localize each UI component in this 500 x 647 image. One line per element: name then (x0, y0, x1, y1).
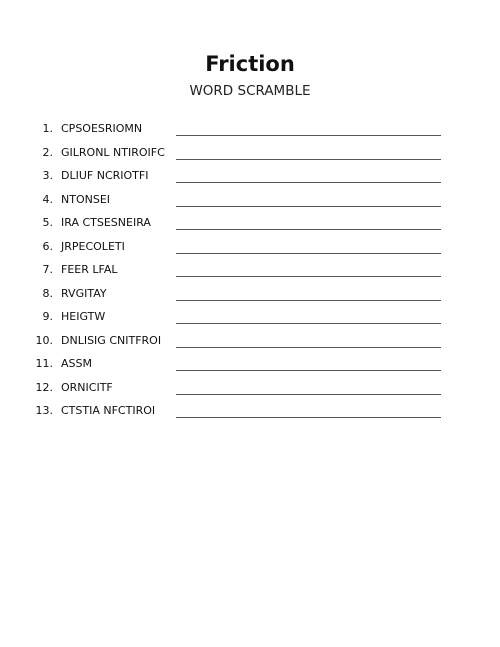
scramble-item (0, 377, 500, 401)
scramble-item (0, 142, 500, 166)
answer-line (176, 347, 441, 348)
item-number: 7. (42, 263, 53, 276)
item-number: 2. (42, 145, 53, 159)
answer-line (176, 323, 441, 324)
scramble-item (0, 353, 500, 377)
answer-line (176, 276, 441, 277)
scramble-item (0, 306, 500, 330)
scrambled-word: HEIGTW (61, 310, 106, 323)
item-number: 8. (42, 286, 53, 300)
scramble-item (0, 118, 500, 142)
scrambled-word: CTSTIA NFCTIROI (61, 404, 156, 417)
scramble-item (0, 259, 500, 283)
scramble-item (0, 400, 500, 424)
answer-line (176, 370, 441, 371)
answer-line (176, 253, 441, 254)
answer-line (176, 394, 441, 395)
page-title: Friction (205, 52, 295, 76)
scrambled-word: GILRONL NTIROIFC (61, 145, 165, 159)
scrambled-word: RVGITAY (61, 286, 107, 300)
item-number: 5. (42, 216, 53, 229)
item-number: 11. (35, 357, 53, 370)
scrambled-word: ORNICITF (61, 380, 113, 394)
answer-line (176, 417, 441, 418)
item-number: 9. (42, 310, 53, 323)
scrambled-word: DNLISIG CNITFROI (61, 333, 162, 347)
item-number: 4. (42, 192, 53, 206)
scrambled-word: CPSOESRIOMN (61, 122, 143, 135)
answer-line (176, 206, 441, 207)
scramble-item (0, 189, 500, 213)
scramble-item (0, 330, 500, 354)
page-subtitle: WORD SCRAMBLE (189, 83, 311, 99)
scramble-item (0, 165, 500, 189)
item-number: 3. (42, 169, 53, 182)
scramble-item (0, 236, 500, 260)
answer-line (176, 159, 441, 160)
scrambled-word: DLIUF NCRIOTFI (61, 169, 149, 182)
answer-line (176, 229, 441, 230)
scrambled-word: ASSM (61, 357, 92, 370)
scrambled-word: NTONSEI (61, 192, 111, 206)
scrambled-word: IRA CTSESNEIRA (61, 216, 151, 229)
item-number: 1. (42, 122, 53, 135)
scrambled-word: JRPECOLETI (61, 239, 125, 253)
answer-line (176, 182, 441, 183)
scramble-list (0, 118, 500, 424)
scrambled-word: FEER LFAL (61, 263, 118, 276)
item-number: 10. (35, 333, 53, 347)
scramble-item (0, 212, 500, 236)
item-number: 13. (35, 404, 53, 417)
answer-line (176, 300, 441, 301)
item-number: 6. (42, 239, 53, 253)
item-number: 12. (35, 380, 53, 394)
answer-line (176, 135, 441, 136)
scramble-item (0, 283, 500, 307)
